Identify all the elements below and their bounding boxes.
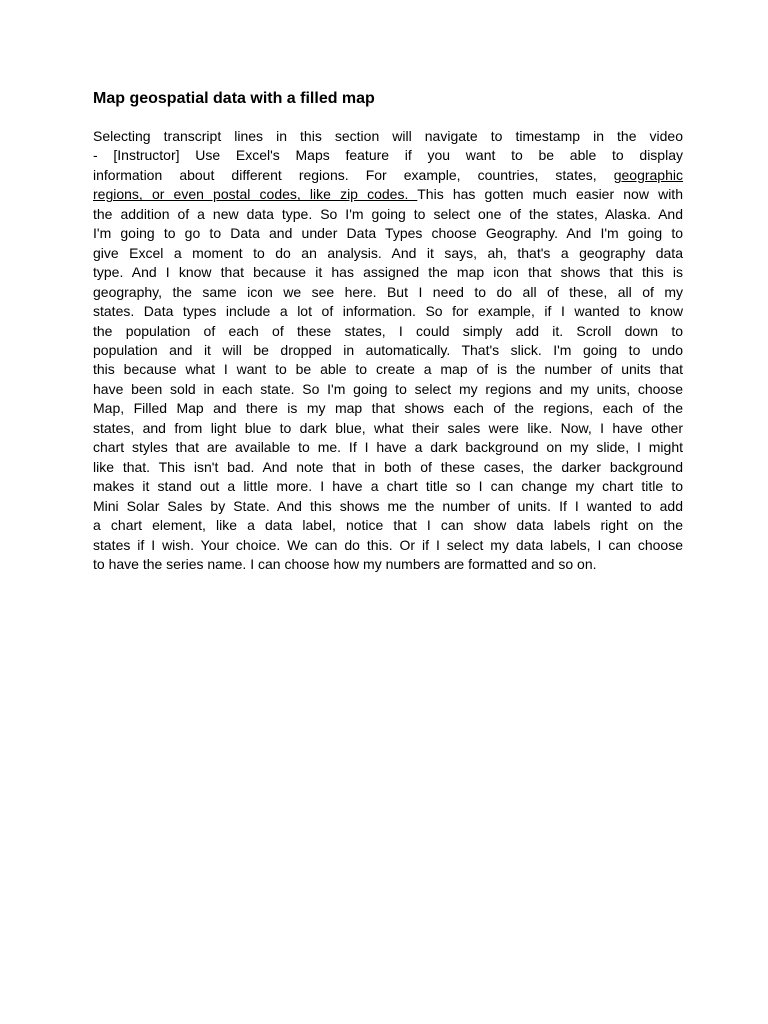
transcript-line[interactable] xyxy=(93,166,683,185)
transcript-line[interactable]: Map, Filled Map and there is my map that shows each of the regions, each of the xyxy=(93,400,683,417)
transcript-line[interactable]: have been sold in each state. So I'm going to select my regions and my units, choose xyxy=(93,380,683,397)
transcript-line[interactable]: like that. This isn't bad. And note that in both of these cases, the darker background xyxy=(93,458,683,475)
geographic-regions-link-continued[interactable]: regions, or even postal codes, like zip codes. xyxy=(93,186,418,203)
transcript-line[interactable]: to have the series name. I can choose how my numbers are formatted and so on. xyxy=(93,555,597,572)
transcript-line[interactable]: states, and from light blue to dark blue, what their sales were like. Now, I have other xyxy=(93,419,683,436)
transcript-line[interactable]: - [Instructor] Use Excel's Maps feature if you want to be able to display xyxy=(93,147,683,164)
transcript-line[interactable]: this because what I want to be able to create a map of is the number of units that xyxy=(93,361,683,378)
transcript-line[interactable]: Mini Solar Sales by State. And this shows me the number of units. If I wanted to add xyxy=(93,497,683,514)
transcript-line[interactable]: the population of each of these states, I could simply add it. Scroll down to xyxy=(93,322,683,339)
transcript-line[interactable]: states if I wish. Your choice. We can do this. Or if I select my data labels, I can choose xyxy=(93,536,683,553)
transcript-line[interactable]: population and it will be dropped in automatically. That's slick. I'm going to undo xyxy=(93,341,683,358)
document-title: Map geospatial data with a filled map xyxy=(93,90,375,107)
transcript-line[interactable]: type. And I know that because it has assigned the map icon that shows that this is xyxy=(93,264,683,281)
transcript-line[interactable]: the addition of a new data type. So I'm going to select one of the states, Alaska. And xyxy=(93,205,683,222)
transcript-line[interactable]: I'm going to go to Data and under Data Types choose Geography. And I'm going to xyxy=(93,225,683,242)
transcript-text: information about different regions. For example, countries, states, xyxy=(93,166,614,183)
transcript-line[interactable]: chart styles that are available to me. If I have a dark background on my slide, I might xyxy=(93,439,683,456)
transcript-body xyxy=(93,127,683,574)
transcript-line[interactable] xyxy=(93,185,683,204)
transcript-text: This has gotten much easier now with xyxy=(417,186,683,203)
transcript-line[interactable]: a chart element, like a data label, notice that I can show data labels right on the xyxy=(93,517,683,534)
transcript-line[interactable]: states. Data types include a lot of information. So for example, if I wanted to know xyxy=(93,303,683,320)
transcript-line[interactable]: geography, the same icon we see here. But I need to do all of these, all of my xyxy=(93,283,683,300)
transcript-line[interactable]: makes it stand out a little more. I have a chart title so I can change my chart title to xyxy=(93,478,683,495)
geographic-regions-link[interactable]: geographic xyxy=(613,166,683,183)
transcript-line[interactable]: Selecting transcript lines in this section will navigate to timestamp in the video xyxy=(93,128,683,144)
transcript-line[interactable]: give Excel a moment to do an analysis. And it says, ah, that's a geography data xyxy=(93,244,683,261)
